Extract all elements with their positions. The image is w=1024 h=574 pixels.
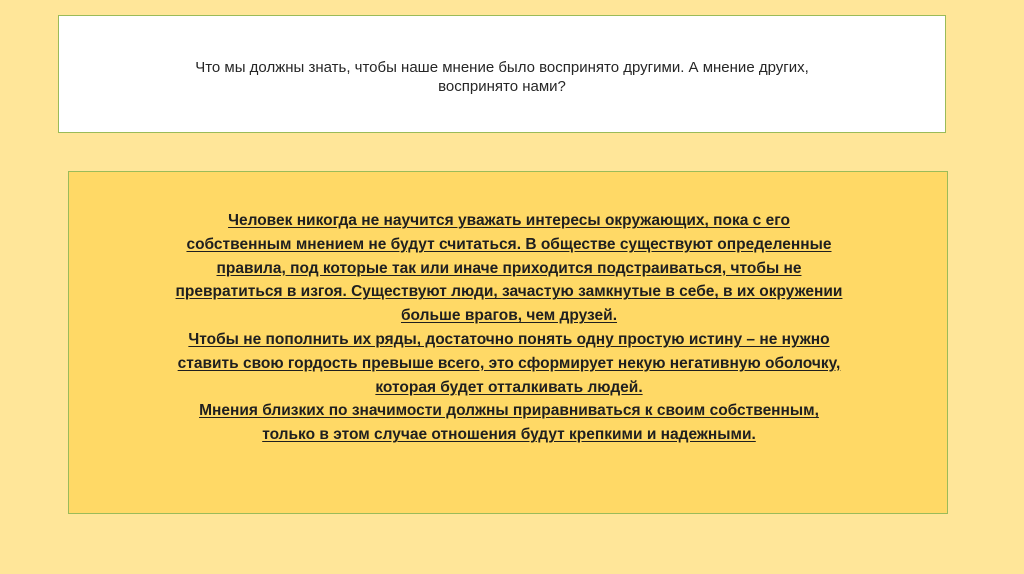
slide-title: Что мы должны знать, чтобы наше мнение было воспринято другими. А мнение других, воспринято нами? [195, 59, 809, 95]
paragraph-2: Чтобы не пополнить их ряды, достаточно понять одну простую истину – не нужно ставить свою гордость превыше всего, это сформирует некую негативную оболочку, которая будет отталкивать людей. [177, 330, 841, 396]
content-text [174, 209, 844, 447]
title-box [58, 15, 946, 133]
paragraph-1: Человек никогда не научится уважать интересы окружающих, пока с его собственным мнением не будут считаться. В обществе существуют определенные правила, под которые так или иначе приходится подстраиваться, чтобы не превратиться в изгоя. Существуют люди, зачастую замкнутые в себе, в их окружении больше врагов, чем друзей. [175, 212, 843, 325]
paragraph-3: Мнения близких по значимости должны приравниваться к своим собственным, только в этом случае отношения будут крепкими и надежными. [199, 402, 819, 444]
content-box [68, 171, 948, 514]
